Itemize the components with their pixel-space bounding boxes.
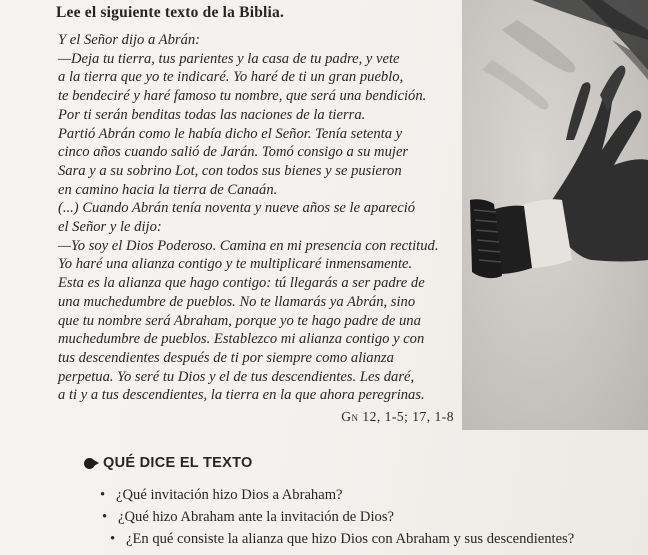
passage-line: en camino hacia la tierra de Canaán. xyxy=(58,181,278,198)
passage-line: Esta es la alianza que hago contigo: tú llegarás a ser padre de xyxy=(58,275,425,292)
bible-citation: Gn 12, 1-5; 17, 1-8 xyxy=(341,409,454,425)
bible-passage xyxy=(58,31,460,405)
hands-photo xyxy=(462,0,648,430)
passage-line: perpetua. Yo seré tu Dios y el de tus descendientes. Les daré, xyxy=(58,368,415,385)
question-item: • ¿En qué consiste la alianza que hizo Dios con Abraham y sus descendientes? xyxy=(110,528,640,550)
passage-line: —Yo soy el Dios Poderoso. Camina en mi presencia con rectitud. xyxy=(58,237,439,254)
passage-line: tus descendientes después de ti por siempre como alianza xyxy=(58,349,394,366)
section-heading-text: QUÉ DICE EL TEXTO xyxy=(103,455,253,471)
question-list xyxy=(100,484,640,550)
reading-instruction: Lee el siguiente texto de la Biblia. xyxy=(56,4,285,21)
passage-line: el Señor y le dijo: xyxy=(58,219,162,236)
passage-line: Por ti serán benditas todas las naciones de la tierra. xyxy=(58,106,366,123)
passage-line: Partió Abrán como le había dicho el Señor. Tenía setenta y xyxy=(58,125,403,142)
passage-line: una muchedumbre de pueblos. No te llamarás ya Abrán, sino xyxy=(58,293,416,310)
section-bullet-icon xyxy=(84,458,95,469)
passage-line: —Deja tu tierra, tus parientes y la casa de tu padre, y vete xyxy=(58,50,400,67)
passage-line: muchedumbre de pueblos. Establezco mi alianza contigo y con xyxy=(58,331,425,348)
passage-line: a ti y a tus descendientes, la tierra en la que ahora peregrinas. xyxy=(58,387,425,404)
reading-block xyxy=(58,4,460,425)
question-item: • ¿Qué hizo Abraham ante la invitación de Dios? xyxy=(102,506,640,528)
passage-line: cinco años cuando salió de Jarán. Tomó consigo a su mujer xyxy=(58,144,409,161)
passage-line: te bendeciré y haré famoso tu nombre, que será una bendición. xyxy=(58,88,427,105)
passage-line: a la tierra que yo te indicaré. Yo haré de ti un gran pueblo, xyxy=(58,69,404,86)
passage-line: (...) Cuando Abrán tenía noventa y nueve años se le apareció xyxy=(58,200,416,217)
section-header xyxy=(82,455,253,471)
passage-line: Y el Señor dijo a Abrán: xyxy=(58,32,201,48)
hands-illustration xyxy=(462,0,648,430)
section-heading xyxy=(84,455,253,471)
question-item: • ¿Qué invitación hizo Dios a Abraham? xyxy=(100,484,640,506)
passage-line: Yo haré una alianza contigo y te multiplicaré inmensamente. xyxy=(58,256,413,273)
passage-line: que tu nombre será Abraham, porque yo te hago padre de una xyxy=(58,312,421,329)
passage-line: Sara y a su sobrino Lot, con todos sus bienes y se pusieron xyxy=(58,162,402,179)
